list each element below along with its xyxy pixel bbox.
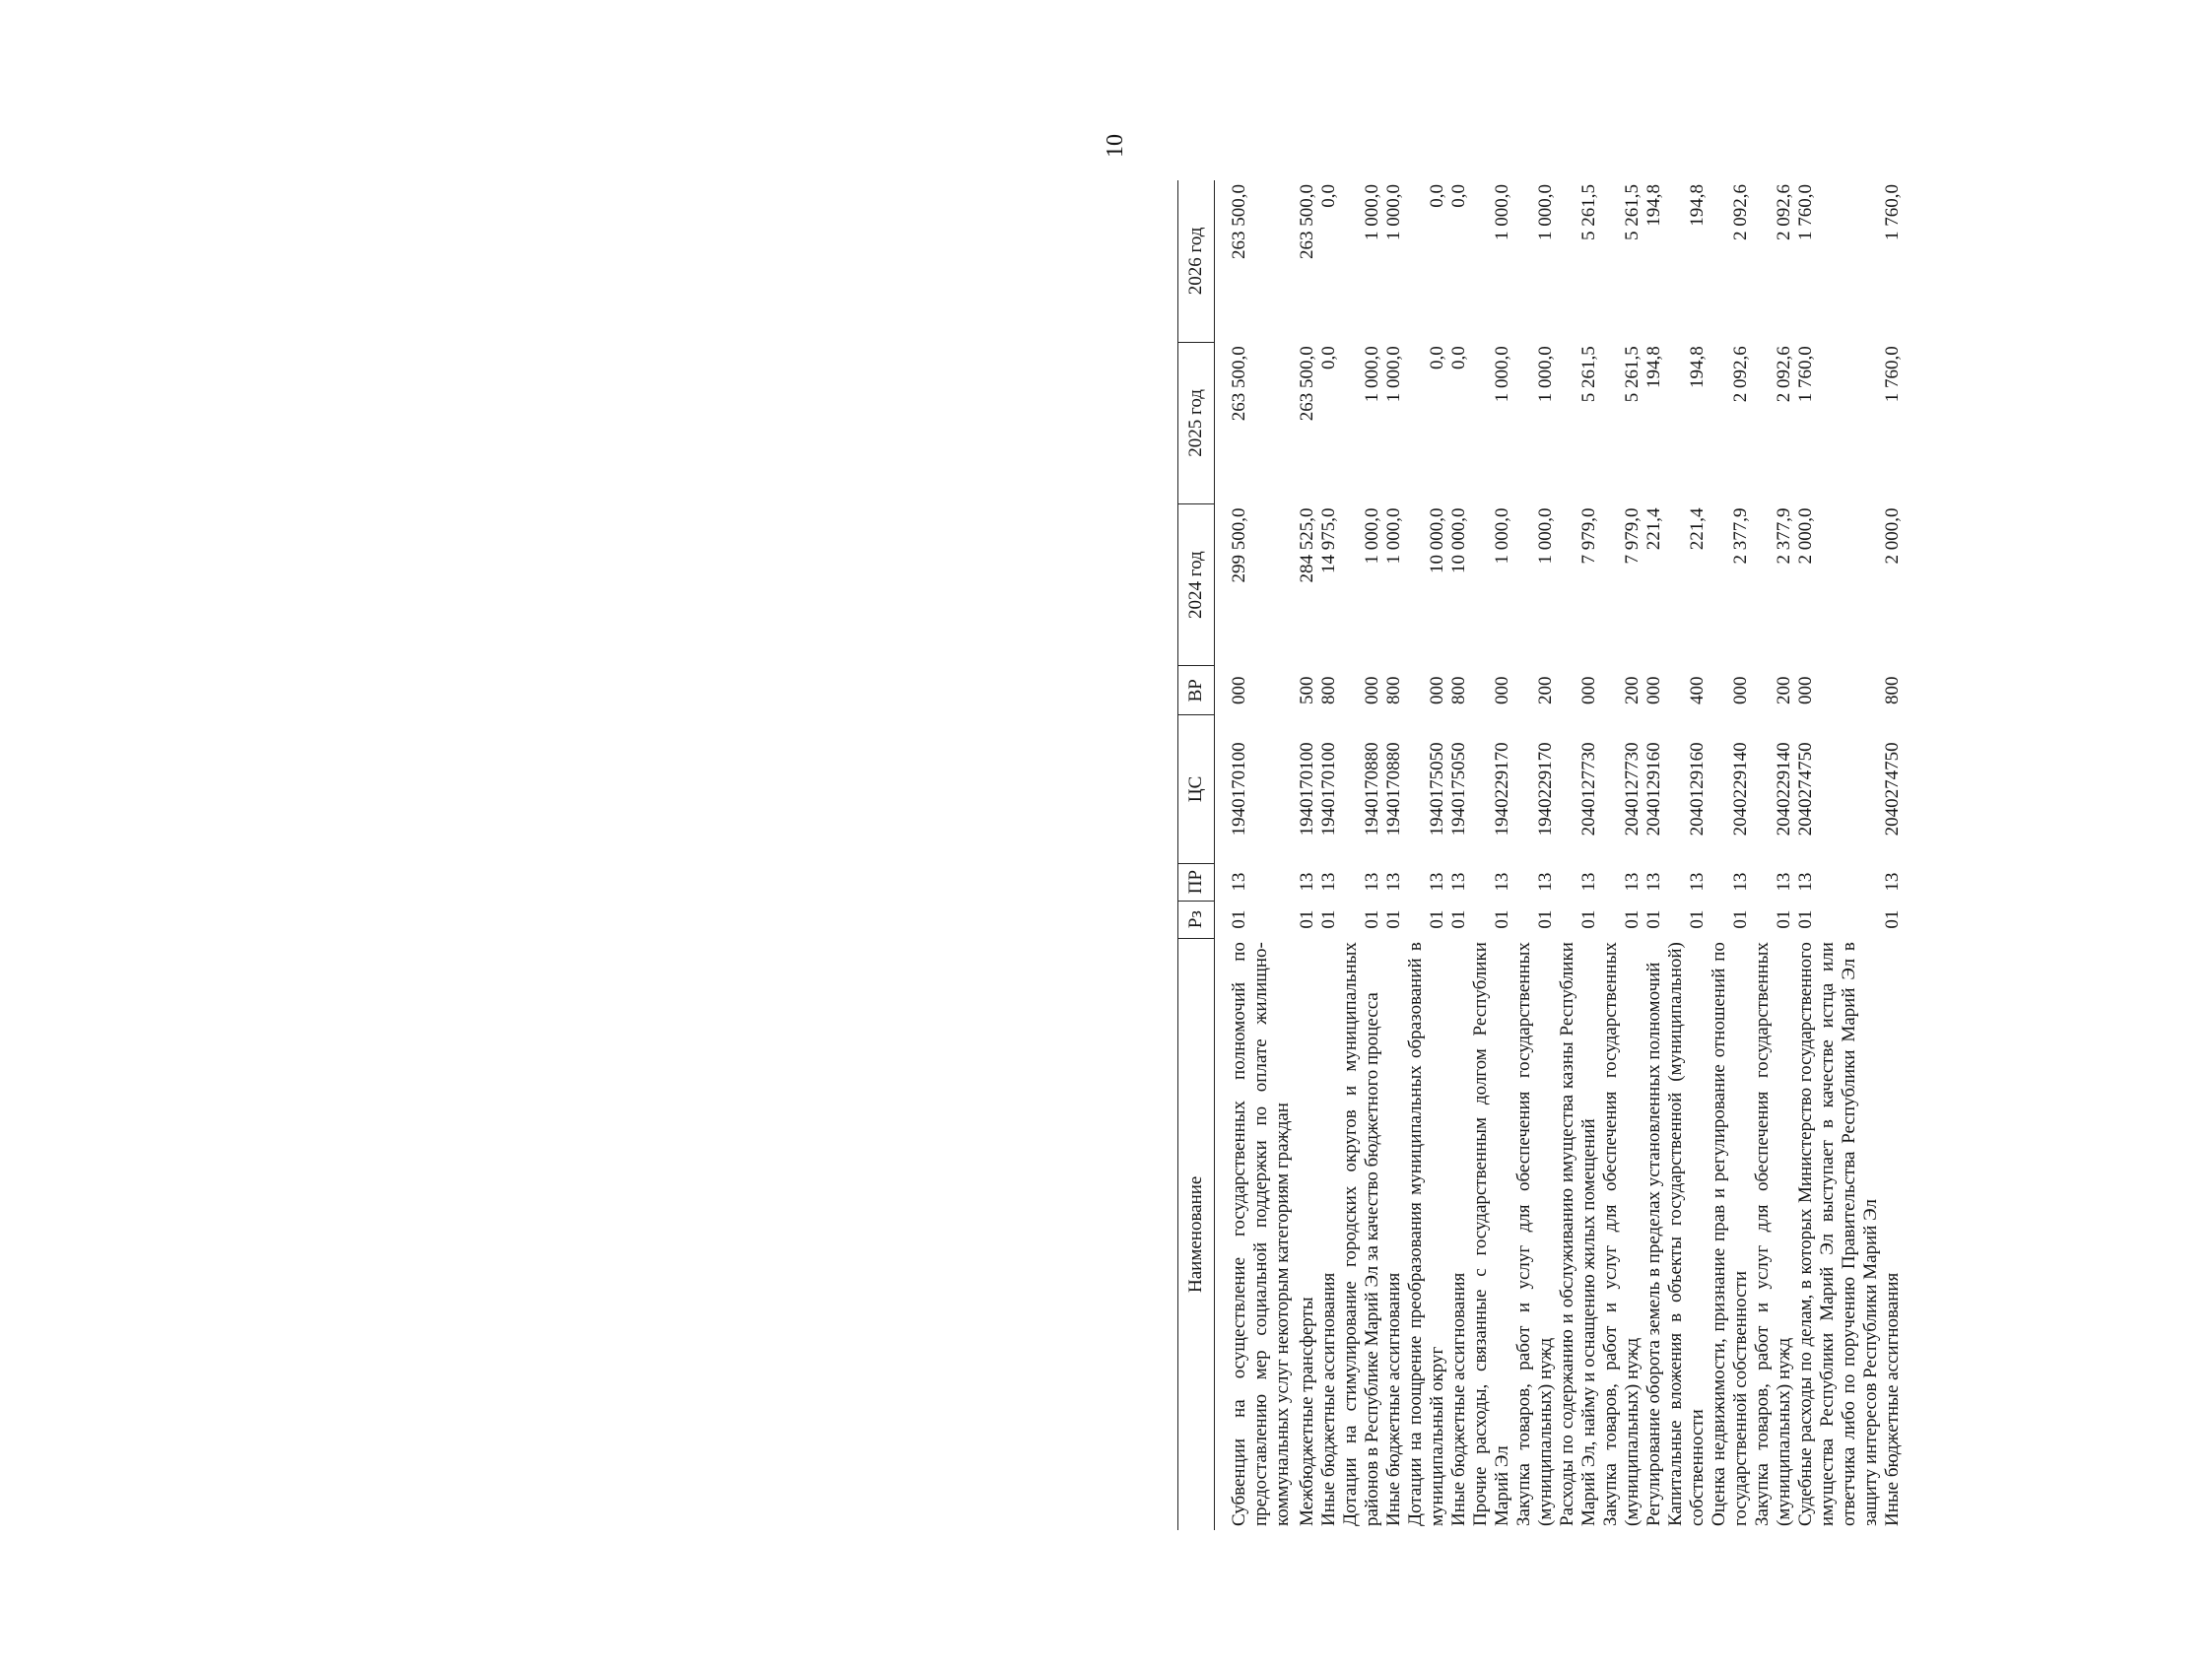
row-2024: 2 377,9 [1774, 507, 1794, 565]
row-rz: 01 [1448, 909, 1469, 929]
row-cs: 2040229140 [1774, 742, 1794, 836]
row-name: Регулирование оборота земель в пределах установленных полномочий [1643, 962, 1664, 1526]
row-cs: 1940170880 [1362, 742, 1382, 836]
row-2024: 1 000,0 [1362, 507, 1382, 565]
row-name: Оценка недвижимости, признание прав и регулирование отношений по государственной собственности [1709, 942, 1751, 1526]
row-2026: 0,0 [1427, 184, 1447, 208]
table-row [1448, 180, 1470, 1530]
row-2025: 0,0 [1318, 346, 1339, 370]
row-2025: 263 500,0 [1229, 346, 1249, 422]
row-2026: 194,8 [1643, 184, 1664, 227]
table-row [1752, 180, 1795, 1530]
row-cs: 2040274750 [1795, 742, 1816, 836]
table-row [1513, 180, 1557, 1530]
row-2026: 2 092,6 [1730, 184, 1751, 240]
row-rz: 01 [1687, 909, 1708, 929]
row-2025: 1 000,0 [1362, 346, 1382, 403]
row-vr: 800 [1383, 676, 1404, 705]
row-2024: 221,4 [1643, 507, 1664, 551]
row-name: Прочие расходы, связанные с государственным долгом Республики Марий Эл [1470, 942, 1512, 1526]
table-row [1665, 180, 1709, 1530]
header-cs: ЦС [1178, 715, 1215, 863]
row-2025: 2 092,6 [1730, 346, 1751, 403]
row-vr: 000 [1229, 676, 1249, 705]
row-vr: 800 [1318, 676, 1339, 705]
row-name: Субвенции на осуществление государственных полномочий по предоставлению мер социальной поддержки по оплате жилищно-коммунальных услуг некоторым категориям граждан [1229, 942, 1293, 1526]
row-rz: 01 [1229, 909, 1249, 929]
row-2026: 1 000,0 [1492, 184, 1512, 240]
row-name: Иные бюджетные ассигнования [1318, 1272, 1339, 1526]
table-row [1882, 180, 1904, 1530]
row-name: Капитальные вложения в объекты государственной (муниципальной) собственности [1665, 942, 1708, 1526]
row-pr: 13 [1383, 872, 1404, 892]
row-2025: 0,0 [1448, 346, 1469, 370]
row-cs: 1940175050 [1427, 742, 1447, 836]
row-pr: 13 [1578, 872, 1599, 892]
row-pr: 13 [1643, 872, 1664, 892]
row-cs: 2040229140 [1730, 742, 1751, 836]
row-vr: 200 [1535, 676, 1556, 705]
row-2026: 5 261,5 [1622, 184, 1642, 240]
row-rz: 01 [1492, 909, 1512, 929]
row-2024: 10 000,0 [1448, 507, 1469, 574]
row-pr: 13 [1774, 872, 1794, 892]
table-body [1215, 180, 1905, 1530]
row-vr: 800 [1882, 676, 1903, 705]
row-pr: 13 [1535, 872, 1556, 892]
row-2025: 5 261,5 [1578, 346, 1599, 403]
table-row [1643, 180, 1665, 1530]
row-vr: 800 [1448, 676, 1469, 705]
row-name: Дотации на поощрение преобразования муниципальных образований в муниципальный округ [1405, 942, 1447, 1526]
row-2024: 2 377,9 [1730, 507, 1751, 565]
header-rz: Рз [1178, 901, 1215, 938]
row-rz: 01 [1297, 909, 1317, 929]
row-vr: 000 [1643, 676, 1664, 705]
row-cs: 1940170100 [1297, 742, 1317, 836]
table-row [1795, 180, 1882, 1530]
row-2025: 194,8 [1687, 346, 1708, 389]
row-name: Дотации на стимулирование городских округов и муниципальных районов в Республике Марий Эл за качество бюджетного процесса [1340, 942, 1382, 1526]
row-2026: 1 760,0 [1882, 184, 1903, 240]
table-row [1600, 180, 1643, 1530]
row-name: Расходы по содержанию и обслуживанию имущества казны Республики Марий Эл, найму и оснащению жилых помещений [1557, 942, 1599, 1526]
header-pr: ПР [1178, 863, 1215, 901]
row-2024: 1 000,0 [1383, 507, 1404, 565]
row-rz: 01 [1774, 909, 1794, 929]
row-2026: 1 000,0 [1383, 184, 1404, 240]
row-2026: 5 261,5 [1578, 184, 1599, 240]
row-vr: 200 [1774, 676, 1794, 705]
row-2025: 1 760,0 [1795, 346, 1816, 403]
row-vr: 000 [1730, 676, 1751, 705]
table-header [1178, 180, 1215, 1530]
row-name: Судебные расходы по делам, в которых Министерство государственного имущества Республики Марий Эл выступает в качестве истца или ответчика либо по поручению Правительства Республики Марий Эл в защиту интересов Республики Марий Эл [1795, 942, 1881, 1526]
row-name: Закупка товаров, работ и услуг для обеспечения государственных (муниципальных) нужд [1600, 942, 1642, 1526]
budget-table [1177, 180, 1904, 1530]
table-row [1318, 180, 1340, 1530]
row-cs: 2040127730 [1578, 742, 1599, 836]
row-pr: 13 [1687, 872, 1708, 892]
row-2026: 1 000,0 [1535, 184, 1556, 240]
row-cs: 1940170880 [1383, 742, 1404, 836]
row-2025: 1 000,0 [1492, 346, 1512, 403]
row-2026: 263 500,0 [1297, 184, 1317, 259]
row-2024: 7 979,0 [1622, 507, 1642, 565]
row-2024: 7 979,0 [1578, 507, 1599, 565]
table-row [1405, 180, 1448, 1530]
row-cs: 1940170100 [1318, 742, 1339, 836]
row-2024: 2 000,0 [1882, 507, 1903, 565]
row-2024: 221,4 [1687, 507, 1708, 551]
row-cs: 1940229170 [1492, 742, 1512, 836]
row-pr: 13 [1297, 872, 1317, 892]
row-cs: 1940170100 [1229, 742, 1249, 836]
row-vr: 000 [1427, 676, 1447, 705]
row-2024: 1 000,0 [1492, 507, 1512, 565]
row-rz: 01 [1622, 909, 1642, 929]
table-row [1340, 180, 1383, 1530]
row-pr: 13 [1362, 872, 1382, 892]
row-pr: 13 [1882, 872, 1903, 892]
row-rz: 01 [1882, 909, 1903, 929]
row-2026: 263 500,0 [1229, 184, 1249, 259]
header-2025: 2025 год [1178, 342, 1215, 503]
row-pr: 13 [1318, 872, 1339, 892]
row-cs: 2040129160 [1687, 742, 1708, 836]
row-2025: 2 092,6 [1774, 346, 1794, 403]
row-pr: 13 [1427, 872, 1447, 892]
header-2026: 2026 год [1178, 180, 1215, 342]
row-pr: 13 [1492, 872, 1512, 892]
row-name: Межбюджетные трансферты [1297, 1297, 1317, 1526]
row-2026: 2 092,6 [1774, 184, 1794, 240]
page-number: 10 [1102, 134, 1128, 158]
row-2024: 14 975,0 [1318, 507, 1339, 574]
row-cs: 2040274750 [1882, 742, 1903, 836]
row-rz: 01 [1362, 909, 1382, 929]
row-vr: 000 [1795, 676, 1816, 705]
row-vr: 000 [1492, 676, 1512, 705]
row-rz: 01 [1318, 909, 1339, 929]
row-vr: 000 [1578, 676, 1599, 705]
row-name: Закупка товаров, работ и услуг для обеспечения государственных (муниципальных) нужд [1752, 942, 1794, 1526]
row-2024: 2 000,0 [1795, 507, 1816, 565]
row-2026: 0,0 [1318, 184, 1339, 208]
budget-sheet [1177, 180, 2212, 1530]
header-vr: ВР [1178, 666, 1215, 715]
row-rz: 01 [1643, 909, 1664, 929]
row-vr: 400 [1687, 676, 1708, 705]
row-rz: 01 [1427, 909, 1447, 929]
row-rz: 01 [1795, 909, 1816, 929]
row-cs: 2040129160 [1643, 742, 1664, 836]
row-2024: 1 000,0 [1535, 507, 1556, 565]
row-2026: 1 000,0 [1362, 184, 1382, 240]
table-row [1557, 180, 1600, 1530]
row-2024: 299 500,0 [1229, 507, 1249, 583]
row-pr: 13 [1795, 872, 1816, 892]
row-vr: 000 [1362, 676, 1382, 705]
row-rz: 01 [1535, 909, 1556, 929]
row-2025: 1 000,0 [1535, 346, 1556, 403]
table-row [1709, 180, 1752, 1530]
row-cs: 2040127730 [1622, 742, 1642, 836]
row-2026: 194,8 [1687, 184, 1708, 227]
header-2024: 2024 год [1178, 504, 1215, 666]
table-row [1383, 180, 1405, 1530]
table-row [1470, 180, 1513, 1530]
row-2025: 263 500,0 [1297, 346, 1317, 422]
row-name: Иные бюджетные ассигнования [1448, 1272, 1469, 1526]
row-2025: 1 760,0 [1882, 346, 1903, 403]
row-vr: 500 [1297, 676, 1317, 705]
table-row [1294, 180, 1318, 1530]
row-vr: 200 [1622, 676, 1642, 705]
row-2026: 1 760,0 [1795, 184, 1816, 240]
row-2025: 1 000,0 [1383, 346, 1404, 403]
header-name: Наименование [1178, 938, 1215, 1530]
row-name: Иные бюджетные ассигнования [1882, 1272, 1903, 1526]
row-pr: 13 [1730, 872, 1751, 892]
row-rz: 01 [1578, 909, 1599, 929]
row-pr: 13 [1448, 872, 1469, 892]
row-name: Иные бюджетные ассигнования [1383, 1272, 1404, 1526]
row-pr: 13 [1622, 872, 1642, 892]
row-cs: 1940175050 [1448, 742, 1469, 836]
row-cs: 1940229170 [1535, 742, 1556, 836]
row-rz: 01 [1730, 909, 1751, 929]
table-row [1215, 180, 1295, 1530]
row-name: Закупка товаров, работ и услуг для обеспечения государственных (муниципальных) нужд [1513, 942, 1556, 1526]
row-pr: 13 [1229, 872, 1249, 892]
row-2024: 10 000,0 [1427, 507, 1447, 574]
row-2025: 5 261,5 [1622, 346, 1642, 403]
row-rz: 01 [1383, 909, 1404, 929]
row-2025: 194,8 [1643, 346, 1664, 389]
row-2024: 284 525,0 [1297, 507, 1317, 583]
row-2026: 0,0 [1448, 184, 1469, 208]
row-2025: 0,0 [1427, 346, 1447, 370]
